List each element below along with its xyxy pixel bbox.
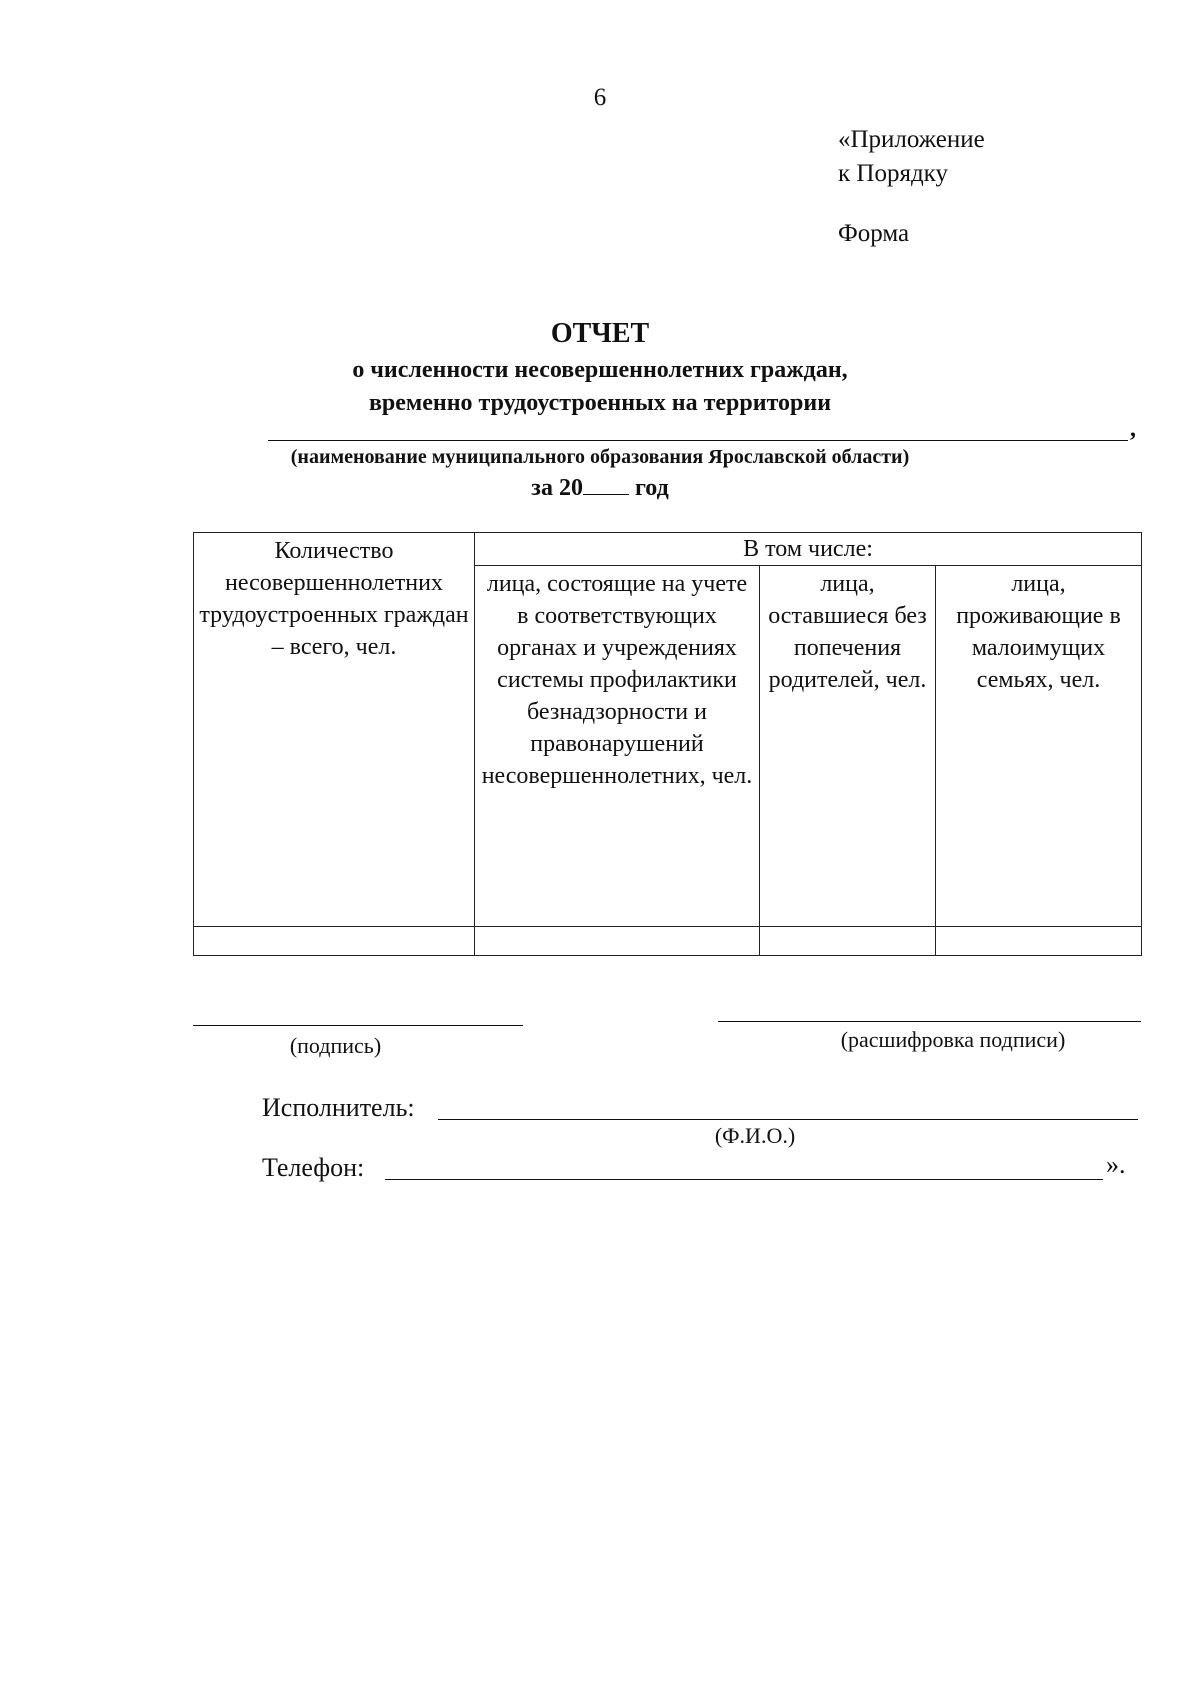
- fio-caption: (Ф.И.О.): [714, 1123, 796, 1148]
- municipality-fill-line: [268, 440, 1128, 441]
- phone-fill-line[interactable]: [385, 1179, 1103, 1180]
- year-suffix: год: [634, 475, 669, 501]
- header-low-income: лица, проживающие в малоимущих семьях, чел.: [936, 566, 1142, 927]
- header-orphans: лица, оставшиеся без попечения родителей, чел.: [760, 566, 936, 927]
- report-table: [193, 532, 1142, 956]
- executor-label: Исполнитель:: [262, 1093, 415, 1122]
- appendix-note: [838, 123, 985, 191]
- form-label: Форма: [838, 220, 910, 247]
- cell-orphans-value[interactable]: [760, 927, 936, 956]
- cell-low-income-value[interactable]: [936, 927, 1142, 956]
- header-total: Количество несовершеннолетних трудоустроенных граждан – всего, чел.: [194, 533, 475, 927]
- appendix-line-2: к Порядку: [838, 160, 948, 187]
- signature-decoding-line[interactable]: [718, 1021, 1141, 1022]
- cell-registered-value[interactable]: [475, 927, 760, 956]
- table-row: [194, 927, 1142, 956]
- header-group: В том числе:: [475, 533, 1142, 566]
- report-year: [0, 474, 1200, 502]
- report-subtitle: [0, 354, 1200, 420]
- report-title: ОТЧЕТ: [550, 318, 650, 349]
- municipality-comma: ,: [1130, 416, 1136, 442]
- year-blank: [583, 474, 629, 495]
- page-number: 6: [593, 84, 607, 111]
- phone-label: Телефон:: [262, 1153, 365, 1182]
- closing-quote: ».: [1106, 1150, 1126, 1179]
- signature-line[interactable]: [193, 1025, 523, 1026]
- cell-total-value[interactable]: [194, 927, 475, 956]
- appendix-line-1: «Приложение: [838, 126, 985, 153]
- subtitle-line-1: о численности несовершеннолетних граждан,: [352, 357, 848, 383]
- year-prefix: за 20: [531, 475, 583, 501]
- table-header-row: [194, 533, 1142, 566]
- subtitle-line-2: временно трудоустроенных на территории: [368, 390, 832, 416]
- municipality-caption: (наименование муниципального образования Ярославской области): [290, 446, 910, 468]
- executor-fill-line[interactable]: [438, 1119, 1138, 1120]
- signature-decoding-caption: (расшифровка подписи): [840, 1027, 1066, 1052]
- signature-caption: (подпись): [289, 1033, 382, 1058]
- header-registered: лица, состоящие на учете в соответствующих органах и учреждениях системы профилактики безнадзорности и правонарушений несовершеннолетних, чел.: [475, 566, 760, 927]
